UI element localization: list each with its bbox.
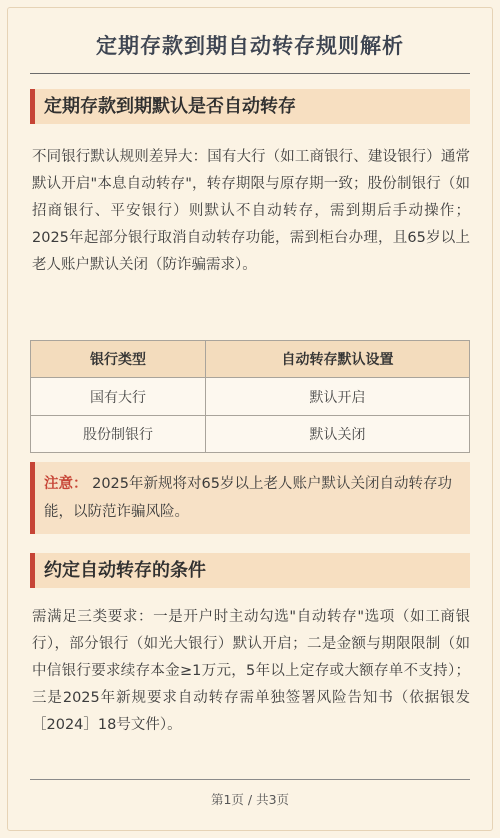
note-callout [30,462,470,534]
page-title: 定期存款到期自动转存规则解析 [96,34,404,58]
table-cell: 股份制银行 [31,416,206,453]
table-row [31,416,470,453]
note-label: 注意： [44,476,88,492]
footer-divider [30,779,470,780]
title-divider [30,73,470,74]
table-cell: 国有大行 [31,378,206,416]
section-heading-auto-renew-default: 定期存款到期默认是否自动转存 [30,89,470,124]
section-heading-conditions: 约定自动转存的条件 [30,553,470,588]
table-row [31,378,470,416]
section2-paragraph: 需满足三类要求：一是开户时主动勾选"自动转存"选项（如工商银行），部分银行（如光大银行）默认开启；二是金额与期限限制（如中信银行要求续存本金≥1万元，5年以上定存或大额存单不支持）；三是2025年新规要求自动转存需单独签署风险告知书（依据银发［2024］18号文件）。 [32,609,470,733]
table-header-cell: 银行类型 [31,341,206,378]
table-cell: 默认关闭 [206,416,470,453]
page-indicator: 第1页 / 共3页 [210,792,290,807]
table-header-cell: 自动转存默认设置 [206,341,470,378]
note-text: 2025年新规将对65岁以上老人账户默认关闭自动转存功能，以防范诈骗风险。 [44,476,452,520]
bank-settings-table [30,340,470,453]
table-cell: 默认开启 [206,378,470,416]
section1-paragraph: 不同银行默认规则差异大：国有大行（如工商银行、建设银行）通常默认开启"本息自动转存"，转存期限与原存期一致；股份制银行（如招商银行、平安银行）则默认不自动转存，需到期后手动操作；2025年起部分银行取消自动转存功能，需到柜台办理，且65岁以上老人账户默认关闭（防诈骗需求）。 [32,149,470,273]
table-header-row [31,341,470,378]
